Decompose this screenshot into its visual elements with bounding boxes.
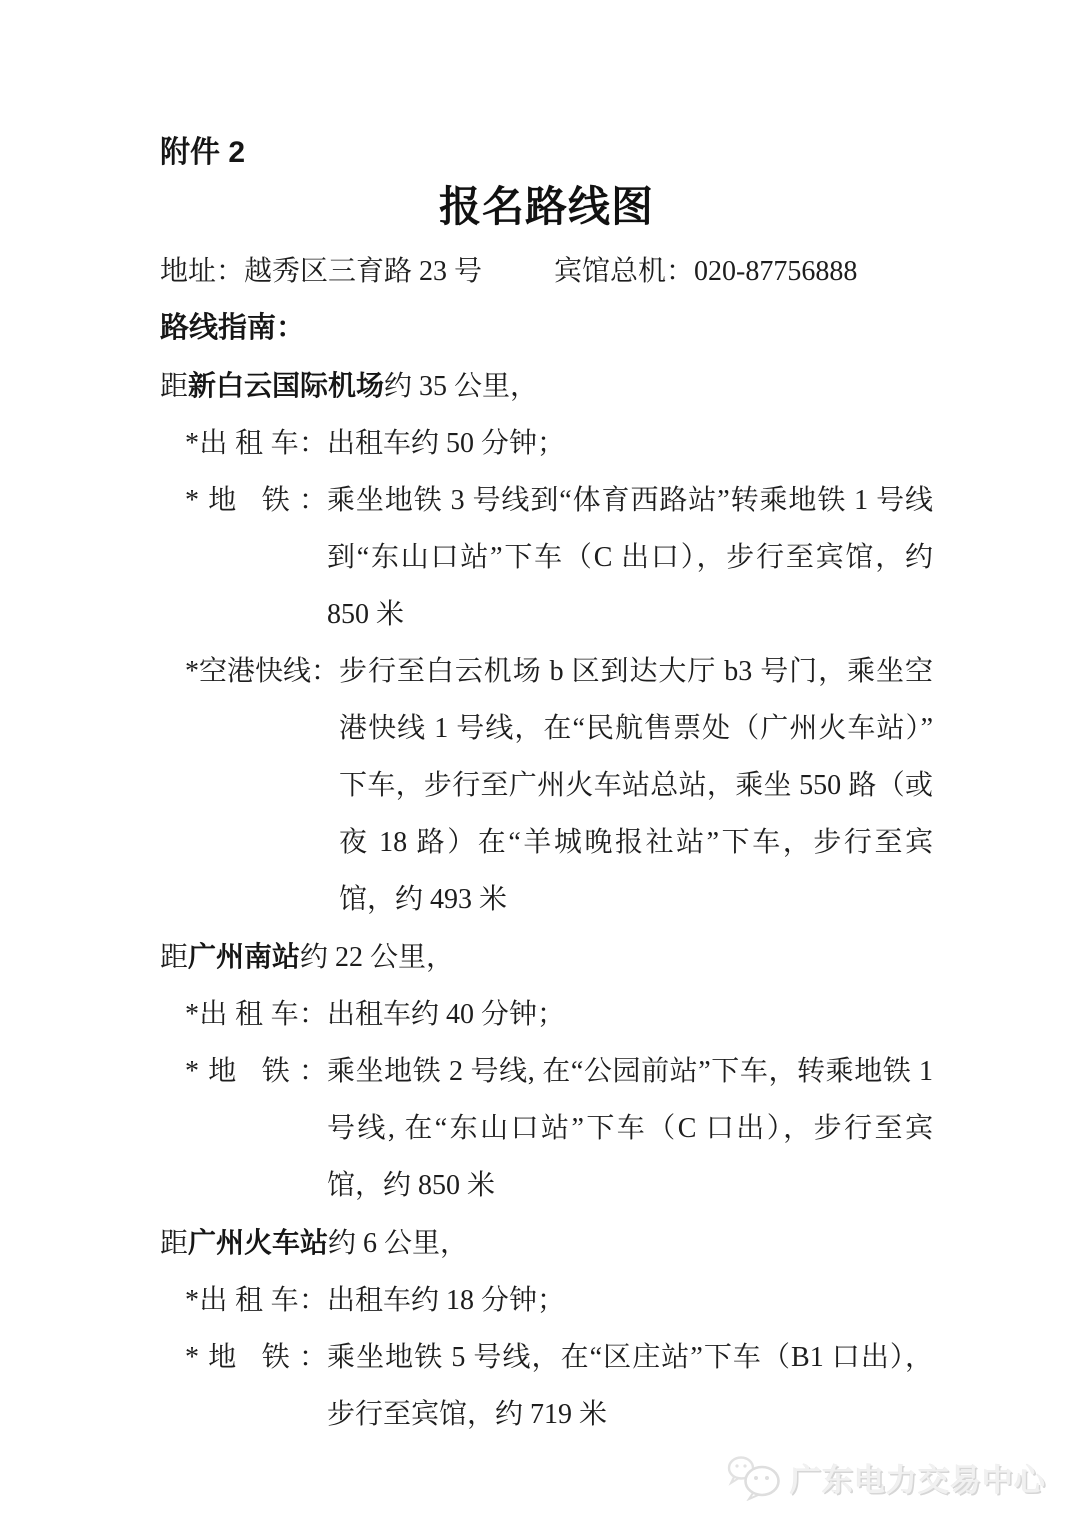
section-prefix: 距 <box>160 942 189 973</box>
section-suffix: 约 6 公里， <box>328 1228 469 1259</box>
section-place: 广州南站 <box>188 941 301 972</box>
route-text: 乘坐地铁 5 号线，在“区庄站”下车（B1 口出），步行至宾馆，约 719 米 <box>327 1342 933 1430</box>
guide-heading: 路线指南： <box>160 312 306 344</box>
section-place: 新白云国际机场 <box>188 370 385 401</box>
wechat-icon <box>726 1453 784 1501</box>
route-label: *出 租 车： <box>185 428 327 459</box>
route-text: 出租车约 50 分钟； <box>327 428 566 459</box>
route-taxi <box>160 415 933 472</box>
attachment-label: 附件 2 <box>160 136 246 169</box>
route-airport-express <box>160 643 933 928</box>
route-label: *地 铁： <box>185 485 327 516</box>
section-suffix: 约 35 公里， <box>384 371 539 402</box>
route-label: *地 铁： <box>185 1342 327 1373</box>
route-taxi <box>160 1272 933 1329</box>
route-label: *出 租 车： <box>185 1285 327 1316</box>
route-metro <box>160 1329 933 1443</box>
section-head-airport <box>160 357 933 415</box>
route-metro <box>160 1043 933 1214</box>
document-body <box>160 131 933 1443</box>
section-head-south-station <box>160 928 933 986</box>
section-place: 广州火车站 <box>188 1227 329 1258</box>
section-head-railway-station <box>160 1214 933 1272</box>
page-title: 报名路线图 <box>438 183 654 230</box>
route-taxi <box>160 986 933 1043</box>
section-suffix: 约 22 公里， <box>300 942 455 973</box>
section-prefix: 距 <box>160 371 189 402</box>
route-text: 乘坐地铁 2 号线, 在“公园前站”下车，转乘地铁 1 号线, 在“东山口站”下车（C 口出），步行至宾馆，约 850 米 <box>327 1056 933 1201</box>
route-text: 乘坐地铁 3 号线到“体育西路站”转乘地铁 1 号线到“东山口站”下车（C 出口），步行至宾馆，约 850 米 <box>327 485 933 630</box>
watermark-text: 广东电力交易中心 <box>790 1462 1046 1498</box>
route-text: 出租车约 18 分钟； <box>327 1285 566 1316</box>
section-prefix: 距 <box>160 1228 189 1259</box>
route-label: *地 铁： <box>185 1056 327 1087</box>
route-label: *空港快线： <box>185 656 340 687</box>
address-line <box>160 243 933 300</box>
hotel-phone: 宾馆总机：020-87756888 <box>554 256 858 287</box>
route-label: *出 租 车： <box>185 999 327 1030</box>
watermark <box>726 1453 1046 1501</box>
route-text: 出租车约 40 分钟； <box>327 999 566 1030</box>
route-metro <box>160 472 933 643</box>
hotel-address: 地址：越秀区三育路 23 号 <box>160 256 483 287</box>
route-text: 步行至白云机场 b 区到达大厅 b3 号门，乘坐空港快线 1 号线，在“民航售票处（广州火车站）”下车，步行至广州火车站总站，乘坐 550 路（或夜 18 路）在“羊城晚报社站”下车，步行至宾馆，约 493 米 <box>339 656 933 915</box>
